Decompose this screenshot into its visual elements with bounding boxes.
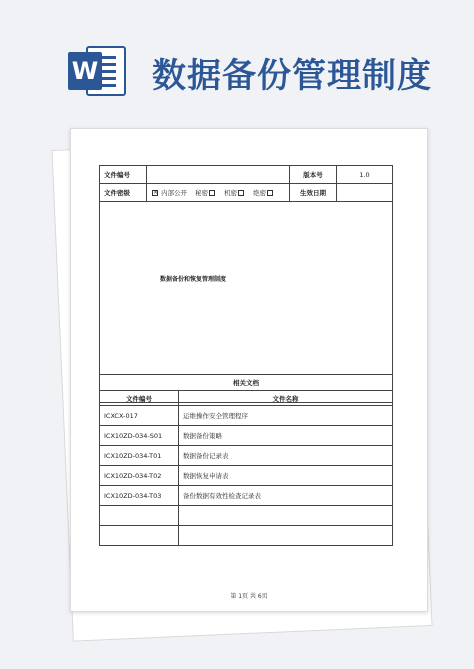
table-row — [100, 406, 393, 426]
document-page — [70, 128, 428, 612]
content-title: 数据备份和恢复管理制度 — [160, 276, 227, 283]
secret-option-label: 机密 — [224, 189, 238, 197]
secret-option[interactable] — [253, 189, 274, 197]
secret-label: 文件密级 — [100, 184, 147, 202]
checkbox-icon[interactable] — [267, 190, 273, 196]
related-name-cell — [179, 506, 393, 526]
file-no-value — [147, 166, 290, 184]
effective-value — [337, 184, 393, 202]
page-header — [0, 0, 474, 120]
page-title: 数据备份管理制度 — [152, 56, 432, 96]
page-footer: 第 1页 共 6页 — [230, 593, 268, 600]
secret-option-label: 内部公开 — [161, 189, 188, 197]
related-name-cell: 备份数据有效性检查记录表 — [179, 486, 393, 506]
checkbox-icon[interactable]: × — [153, 189, 159, 196]
secret-option[interactable] — [151, 189, 187, 197]
related-code-cell: ICX10ZD-034-T01 — [100, 446, 179, 466]
related-header-name: 文件名称 — [179, 391, 393, 406]
effective-label: 生效日期 — [290, 184, 337, 202]
secret-option[interactable] — [195, 189, 216, 197]
related-code-cell — [100, 506, 179, 526]
related-code-cell: ICX10ZD-034-T02 — [100, 466, 179, 486]
related-name-cell: 数据备份策略 — [179, 426, 393, 446]
table-row — [100, 446, 393, 466]
related-title: 相关文档 — [100, 375, 393, 391]
checkbox-icon[interactable] — [238, 190, 244, 196]
related-name-cell: 运维操作安全管理程序 — [179, 406, 393, 426]
related-code-cell: ICX10ZD-034-S01 — [100, 426, 179, 446]
related-name-cell: 数据恢复申请表 — [179, 466, 393, 486]
related-code-cell: ICXCX-017 — [100, 406, 179, 426]
table-row — [100, 506, 393, 526]
related-header-code: 文件编号 — [100, 391, 179, 406]
related-code-cell — [100, 526, 179, 546]
version-value: 1.0 — [337, 166, 393, 184]
table-row — [100, 526, 393, 546]
word-icon — [68, 44, 128, 98]
related-code-cell: ICX10ZD-034-T03 — [100, 486, 179, 506]
doc-info-table — [99, 165, 393, 403]
secret-options — [147, 184, 290, 202]
table-row — [100, 486, 393, 506]
secret-option-label: 绝密 — [253, 189, 267, 197]
version-label: 版本号 — [290, 166, 337, 184]
related-name-cell: 数据备份记录表 — [179, 446, 393, 466]
secret-option-label: 秘密 — [195, 189, 209, 197]
related-name-cell — [179, 526, 393, 546]
related-docs-table — [99, 374, 393, 546]
table-row — [100, 426, 393, 446]
checkbox-icon[interactable] — [209, 190, 215, 196]
table-row — [100, 466, 393, 486]
content-area — [100, 202, 393, 403]
file-no-label: 文件编号 — [100, 166, 147, 184]
word-letter: W — [68, 52, 102, 90]
secret-option[interactable] — [224, 189, 245, 197]
